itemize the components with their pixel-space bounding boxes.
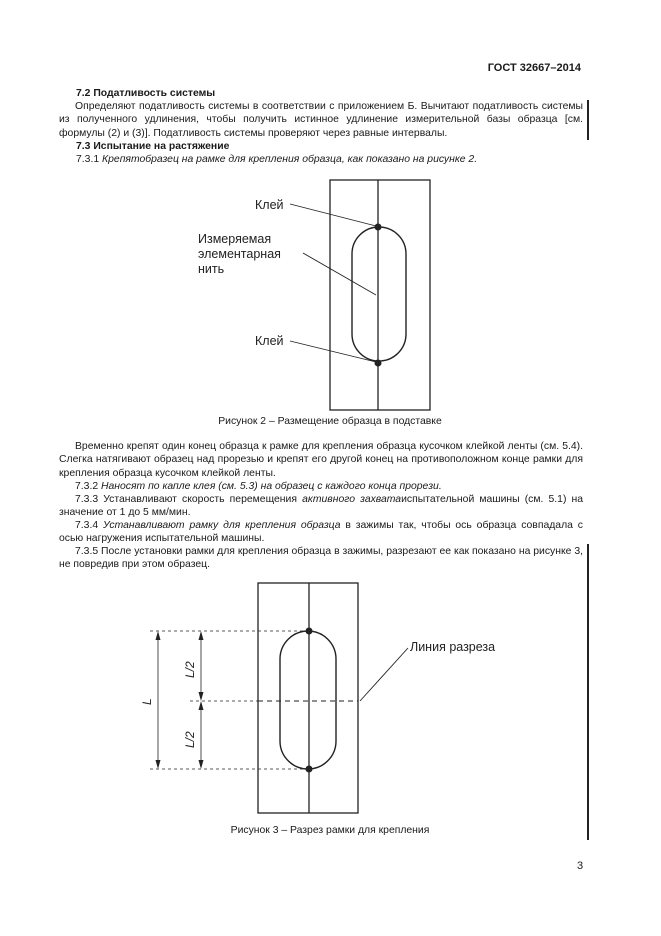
dim-label-half-top: L/2	[183, 661, 197, 678]
page-number: 3	[577, 860, 584, 872]
section-7-2-paragraph: Определяют податливость системы в соответствии с приложением Б. Вычитают податливость системы из полученного удлинения, чтобы получить истинное удлинение измерительной базы образца [см. формулы (2) и (3)]. Податливость системы проверяют через равные интервалы.	[59, 101, 583, 139]
label-fiber-line3: нить	[198, 262, 225, 276]
paragraph-number: 7.3.3	[75, 494, 99, 505]
paragraph-number: 7.3.2	[75, 481, 99, 492]
paragraph-text: Крепятобразец на рамке для крепления образца, как показано на рисунке 2.	[102, 154, 478, 165]
figure-2-caption: Рисунок 2 – Размещение образца в подставке	[218, 416, 442, 427]
label-glue-bottom: Клей	[255, 334, 284, 348]
holder-frame	[330, 180, 430, 410]
arrowhead	[199, 692, 204, 701]
leader-line	[303, 253, 376, 295]
paragraph-text: Наносят по капле клея (см. 5.3) на образец с каждого конца прорези.	[101, 481, 442, 492]
revision-bar	[587, 100, 589, 140]
figure-3-caption: Рисунок 3 – Разрез рамки для крепления	[230, 825, 430, 836]
paragraph-7-3-5: 7.3.5 После установки рамки для крепления образца в зажимы, разрезают ее как показано на рисунке 3, не повредив при этом образец.	[59, 546, 583, 571]
arrowhead	[199, 631, 204, 640]
paragraph-text: испытательной машины (см. 5.1) на значение от 1 до 5 мм/мин.	[59, 494, 584, 519]
paragraph-temporary-fix: Временно крепят один конец образца к рамке для крепления образца кусочком клейкой ленты (см. 5.4). Слегка натягивают образец над прорезью и крепят его другой конец на противоположном конце рамки для крепления образца кусочком клейкой ленты.	[59, 441, 583, 479]
leader-line	[360, 648, 408, 701]
paragraph-text-italic: Устанавливают рамку для крепления образца	[103, 520, 341, 531]
arrowhead	[199, 701, 204, 710]
glue-dot	[375, 360, 382, 367]
paragraph-7-3-2	[59, 480, 583, 493]
paragraph-7-3-4	[59, 519, 583, 546]
leader-line	[290, 341, 376, 362]
paragraph-text-italic: активного захвата	[302, 494, 402, 505]
glue-dot	[306, 766, 313, 773]
dim-label-half-bottom: L/2	[183, 731, 197, 748]
figure-3-drawing	[130, 578, 530, 820]
figure-2-drawing	[190, 175, 450, 413]
slot-opening	[280, 631, 336, 769]
slot-opening	[352, 227, 406, 361]
leader-line	[290, 204, 376, 226]
paragraph-number: 7.3.1	[76, 154, 100, 165]
dim-label-L: L	[140, 698, 154, 705]
paragraph-7-3-1	[76, 153, 584, 166]
glue-dot	[375, 224, 382, 231]
glue-dot	[306, 628, 313, 635]
holder-frame	[258, 583, 358, 813]
revision-bar	[587, 544, 589, 840]
standard-number: ГОСТ 32667–2014	[487, 62, 581, 74]
label-fiber-line2: элементарная	[198, 247, 281, 261]
label-cut-line: Линия разреза	[410, 640, 496, 654]
paragraph-number: 7.3.4	[75, 520, 99, 531]
label-fiber-line1: Измеряемая	[198, 232, 272, 246]
section-heading-7-3: 7.3 Испытание на растяжение	[76, 141, 230, 152]
section-heading-7-2: 7.2 Податливость системы	[76, 88, 216, 99]
paragraph-text: в зажимы так, чтобы ось образца совпадала с осью нагружения испытательной машины.	[59, 520, 583, 545]
paragraph-text: Устанавливают скорость перемещения	[103, 494, 297, 505]
arrowhead	[199, 760, 204, 769]
arrowhead	[156, 760, 161, 769]
label-glue-top: Клей	[255, 198, 284, 212]
arrowhead	[156, 631, 161, 640]
paragraph-7-3-3	[59, 493, 583, 520]
